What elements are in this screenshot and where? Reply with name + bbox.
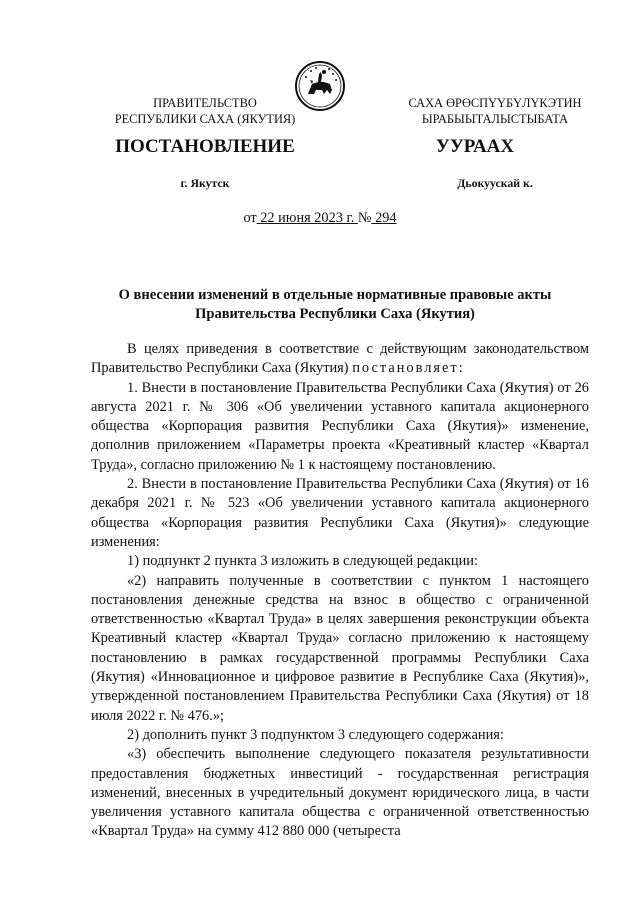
doc-title-ru: ПОСТАНОВЛЕНИЕ [115, 136, 295, 157]
paragraph-intro: В целях приведения в соответствие с действующим законодательством Правительство Республики Саха (Якутия) постановляет: [91, 341, 589, 377]
subject-line1: О внесении изменений в отдельные нормативные правовые акты [118, 287, 552, 303]
header-left-line1: ПРАВИТЕЛЬСТВО [153, 96, 257, 110]
city-sakha: Дьокуускай к. [457, 176, 533, 190]
header-left-line2: РЕСПУБЛИКИ САХА (ЯКУТИЯ) [114, 111, 296, 126]
city-ru: г. Якутск [180, 176, 230, 190]
doc-title-sakha: УУРААХ [435, 136, 515, 157]
decree-word: постановляет: [352, 360, 465, 377]
subject [100, 286, 570, 324]
date-line [0, 210, 640, 227]
header-right-line1: САХА ӨРӨСПҮҮБҮЛҮКЭТИН [408, 96, 582, 110]
date-prefix: от [243, 210, 257, 226]
paragraph-4: «2) направить полученные в соответствии с пунктом 1 настоящего постановления денежные средства на взнос в общество с ограниченной ответственностью «Квартал Труда» в целях завершения реконструкции объекта Креативный кластер «Квартал Труда» согласно приложению к настоящему постановлению в рамках государственной программы Республики Саха (Якутия) «Инновационное и цифровое развитие в Республике Саха (Якутия)», утвержденной постановлением Правительства Республики Саха (Якутия) от 18 июля 2022 г. № 476.»; [91, 572, 589, 724]
paragraph-6: «3) обеспечить выполнение следующего показателя результативности предоставления бюджетных инвестиций - государственная регистрация изменений, внесенных в учредительный документ юридического лица, в части увеличения уставного капитала общества с ограниченной ответственностью «Квартал Труда» на сумму 412 880 000 (четыреста [91, 746, 589, 840]
paragraph-2: 2. Внести в постановление Правительства Республики Саха (Якутия) от 16 декабря 2021 г. № 523 «Об увеличении уставного капитала акционерного общества «Корпорация развития Республики Саха (Якутия)» следующие изменения: [91, 476, 589, 550]
subject-line2: Правительства Республики Саха (Якутия) [195, 306, 475, 322]
paragraph-1: 1. Внести в постановление Правительства Республики Саха (Якутия) от 26 августа 2021 г. № 306 «Об увеличении уставного капитала акционерного общества «Корпорация развития Республики Саха (Якутия)» изменение, дополнив приложением «Параметры проекта «Креативный кластер «Квартал Труда», согласно приложению № 1 к настоящему постановлению. [91, 379, 589, 473]
header-right [390, 96, 600, 127]
paragraph-3: 1) подпункт 2 пункта 3 изложить в следующей редакции: [127, 553, 478, 570]
header-left [105, 96, 305, 127]
header-right-line2: ЫРАБЫЫТАЛЫСТЫБАТА [421, 111, 569, 126]
body-text [91, 340, 589, 842]
date-value: 22 июня 2023 г. [260, 210, 355, 226]
number-sign: № [357, 210, 372, 226]
doc-number: 294 [375, 210, 397, 226]
paragraph-5: 2) дополнить пункт 3 подпунктом 3 следующего содержания: [127, 726, 504, 743]
